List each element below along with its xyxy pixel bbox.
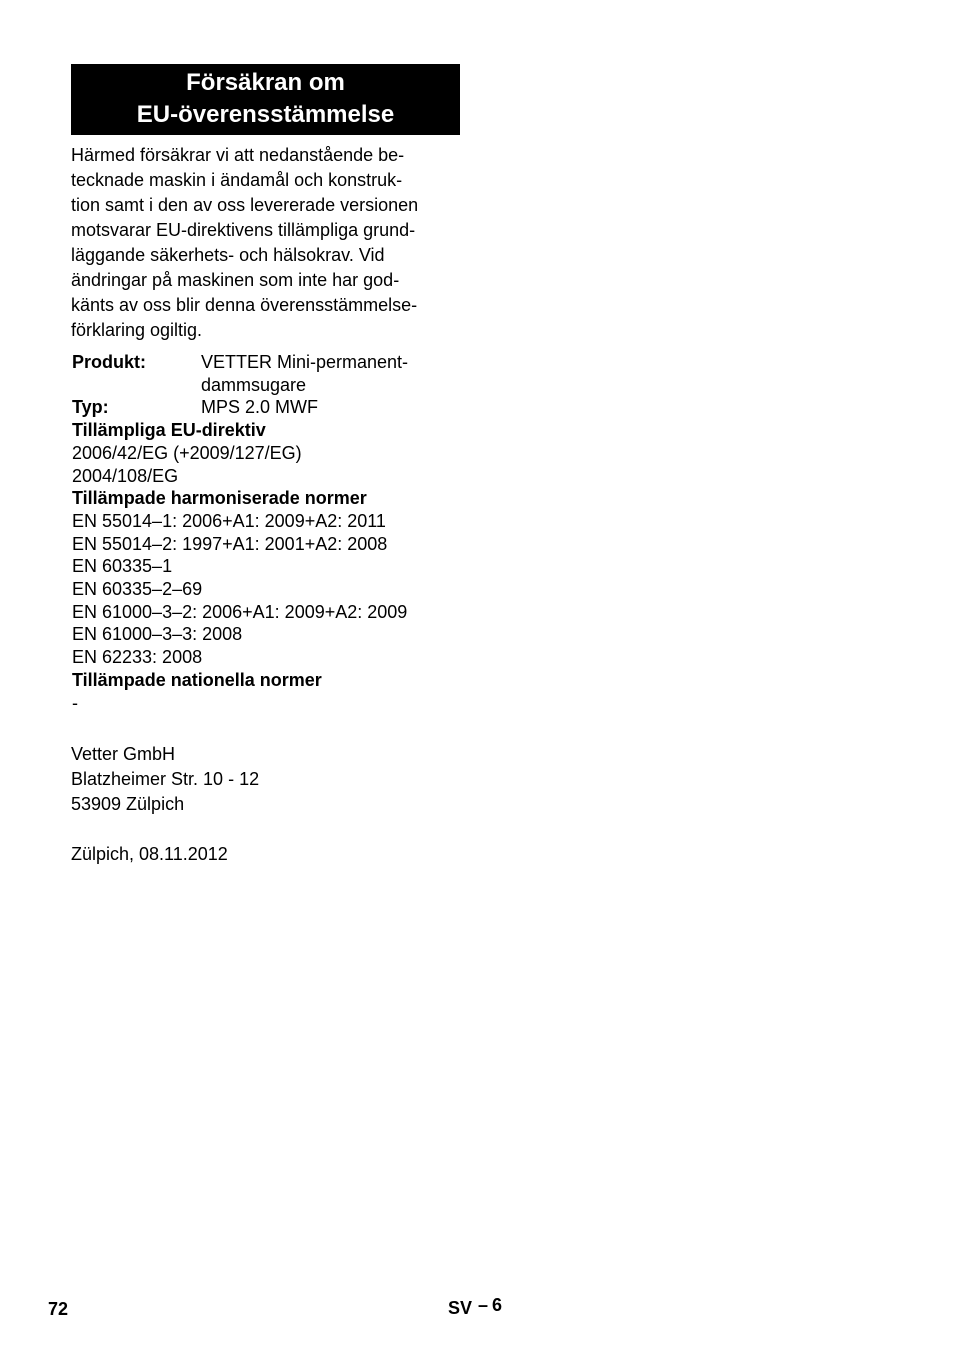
directive-item: 2006/42/EG (+2009/127/EG) bbox=[72, 442, 302, 463]
title-line-2: EU-överensstämmelse bbox=[136, 101, 395, 128]
title-line-1: Försäkran om bbox=[186, 69, 345, 96]
intro-line: känts av oss blir denna överensstämmelse- bbox=[71, 295, 418, 315]
type-row bbox=[72, 396, 472, 419]
type-value: MPS 2.0 MWF bbox=[201, 397, 319, 418]
harmonised-item: EN 55014–1: 2006+A1: 2009+A2: 2011 bbox=[72, 510, 386, 531]
company-street: Blatzheimer Str. 10 - 12 bbox=[71, 769, 260, 789]
national-heading: Tillämpade nationella normer bbox=[72, 669, 322, 690]
harmonised-item: EN 61000–3–3: 2008 bbox=[72, 624, 243, 645]
directives-heading: Tillämpliga EU-direktiv bbox=[72, 420, 266, 441]
intro-line: förklaring ogiltig. bbox=[71, 320, 203, 340]
place-date: Zülpich, 08.11.2012 bbox=[71, 844, 228, 864]
product-row bbox=[72, 351, 472, 374]
product-value-continued: dammsugare bbox=[201, 374, 307, 395]
intro-line: motsvarar EU-direktivens tillämpliga grund- bbox=[71, 220, 416, 240]
company-address bbox=[71, 742, 259, 817]
harmonised-heading: Tillämpade harmoniserade normer bbox=[72, 488, 367, 509]
intro-line: läggande säkerhets- och hälsokrav. Vid bbox=[71, 245, 385, 265]
intro-paragraph bbox=[71, 143, 466, 343]
footer-dash: – bbox=[478, 1295, 489, 1315]
intro-line: ändringar på maskinen som inte har god- bbox=[71, 270, 400, 290]
directive-item: 2004/108/EG bbox=[72, 465, 179, 486]
harmonised-item: EN 60335–2–69 bbox=[72, 579, 203, 600]
footer-language-page bbox=[448, 1295, 503, 1319]
intro-line: Härmed försäkrar vi att nedanstående be- bbox=[71, 145, 405, 165]
company-city: 53909 Zülpich bbox=[71, 794, 185, 814]
harmonised-item: EN 60335–1 bbox=[72, 556, 173, 577]
page-number: 72 bbox=[48, 1299, 69, 1319]
declaration-details bbox=[72, 351, 472, 714]
section-page-number: 6 bbox=[492, 1295, 503, 1315]
language-code: SV bbox=[448, 1298, 473, 1318]
harmonised-item: EN 61000–3–2: 2006+A1: 2009+A2: 2009 bbox=[72, 601, 408, 622]
national-value: - bbox=[72, 692, 78, 713]
declaration-title bbox=[71, 64, 460, 135]
harmonised-item: EN 55014–2: 1997+A1: 2001+A2: 2008 bbox=[72, 533, 388, 554]
company-name: Vetter GmbH bbox=[71, 744, 176, 764]
product-label: Produkt: bbox=[72, 352, 146, 372]
harmonised-item: EN 62233: 2008 bbox=[72, 647, 203, 668]
product-value: VETTER Mini-permanent- bbox=[201, 352, 409, 372]
type-label: Typ: bbox=[72, 397, 109, 418]
intro-line: tion samt i den av oss levererade versionen bbox=[71, 195, 419, 215]
intro-line: tecknade maskin i ändamål och konstruk- bbox=[71, 170, 403, 190]
